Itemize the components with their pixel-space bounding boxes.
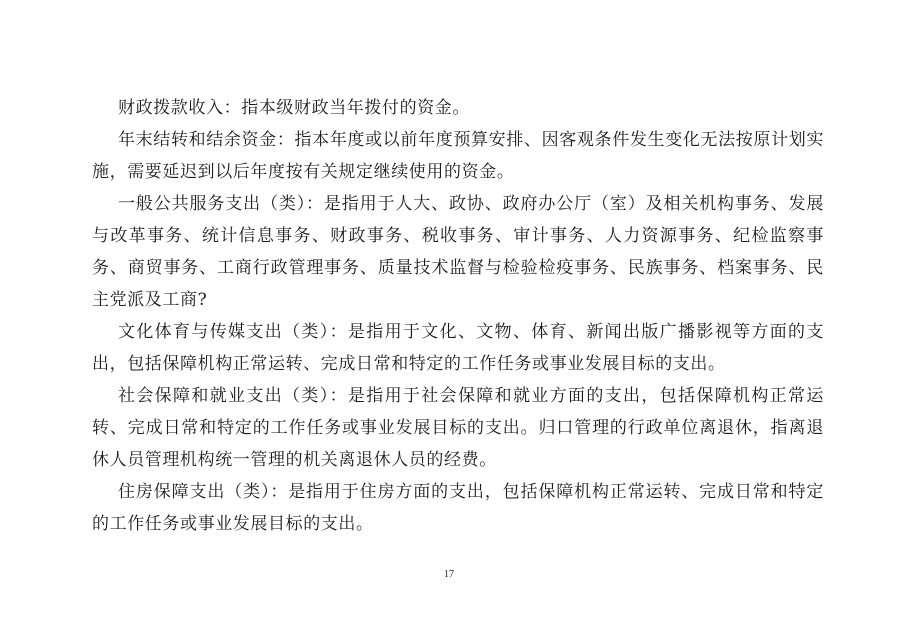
paragraph-fiscal-appropriation-income: 财政拨款收入：指本级财政当年拨付的资金。 xyxy=(118,98,470,118)
paragraph-carryover-balance-funds: 年末结转和结余资金：指本年度或以前年度预算安排、因客观条件发生变化无法按原计划实施，需要延迟到以后年度按有关规定继续使用的资金。 xyxy=(92,130,824,182)
document-body xyxy=(92,92,824,540)
paragraph-culture-sports-media: 文化体育与传媒支出（类）：是指用于文化、文物、体育、新闻出版广播影视等方面的支出，包括保障机构正常运转、完成日常和特定的工作任务或事业发展目标的支出。 xyxy=(92,322,824,374)
paragraph-social-security-employment: 社会保障和就业支出（类）：是指用于社会保障和就业方面的支出，包括保障机构正常运转、完成日常和特定的工作任务或事业发展目标的支出。归口管理的行政单位离退休，指离退休人员管理机构统一管理的机关离退休人员的经费。 xyxy=(92,386,824,470)
paragraph-housing-security: 住房保障支出（类）：是指用于住房方面的支出，包括保障机构正常运转、完成日常和特定的工作任务或事业发展目标的支出。 xyxy=(92,482,824,534)
page-number: 17 xyxy=(444,569,454,580)
paragraph-general-public-services: 一般公共服务支出（类）：是指用于人大、政协、政府办公厅（室）及相关机构事务、发展与改革事务、统计信息事务、财政事务、税收事务、审计事务、人力资源事务、纪检监察事务、商贸事务、工商行政管理事务、质量技术监督与检验检疫事务、民族事务、档案事务、民主党派及工商? xyxy=(92,194,824,310)
